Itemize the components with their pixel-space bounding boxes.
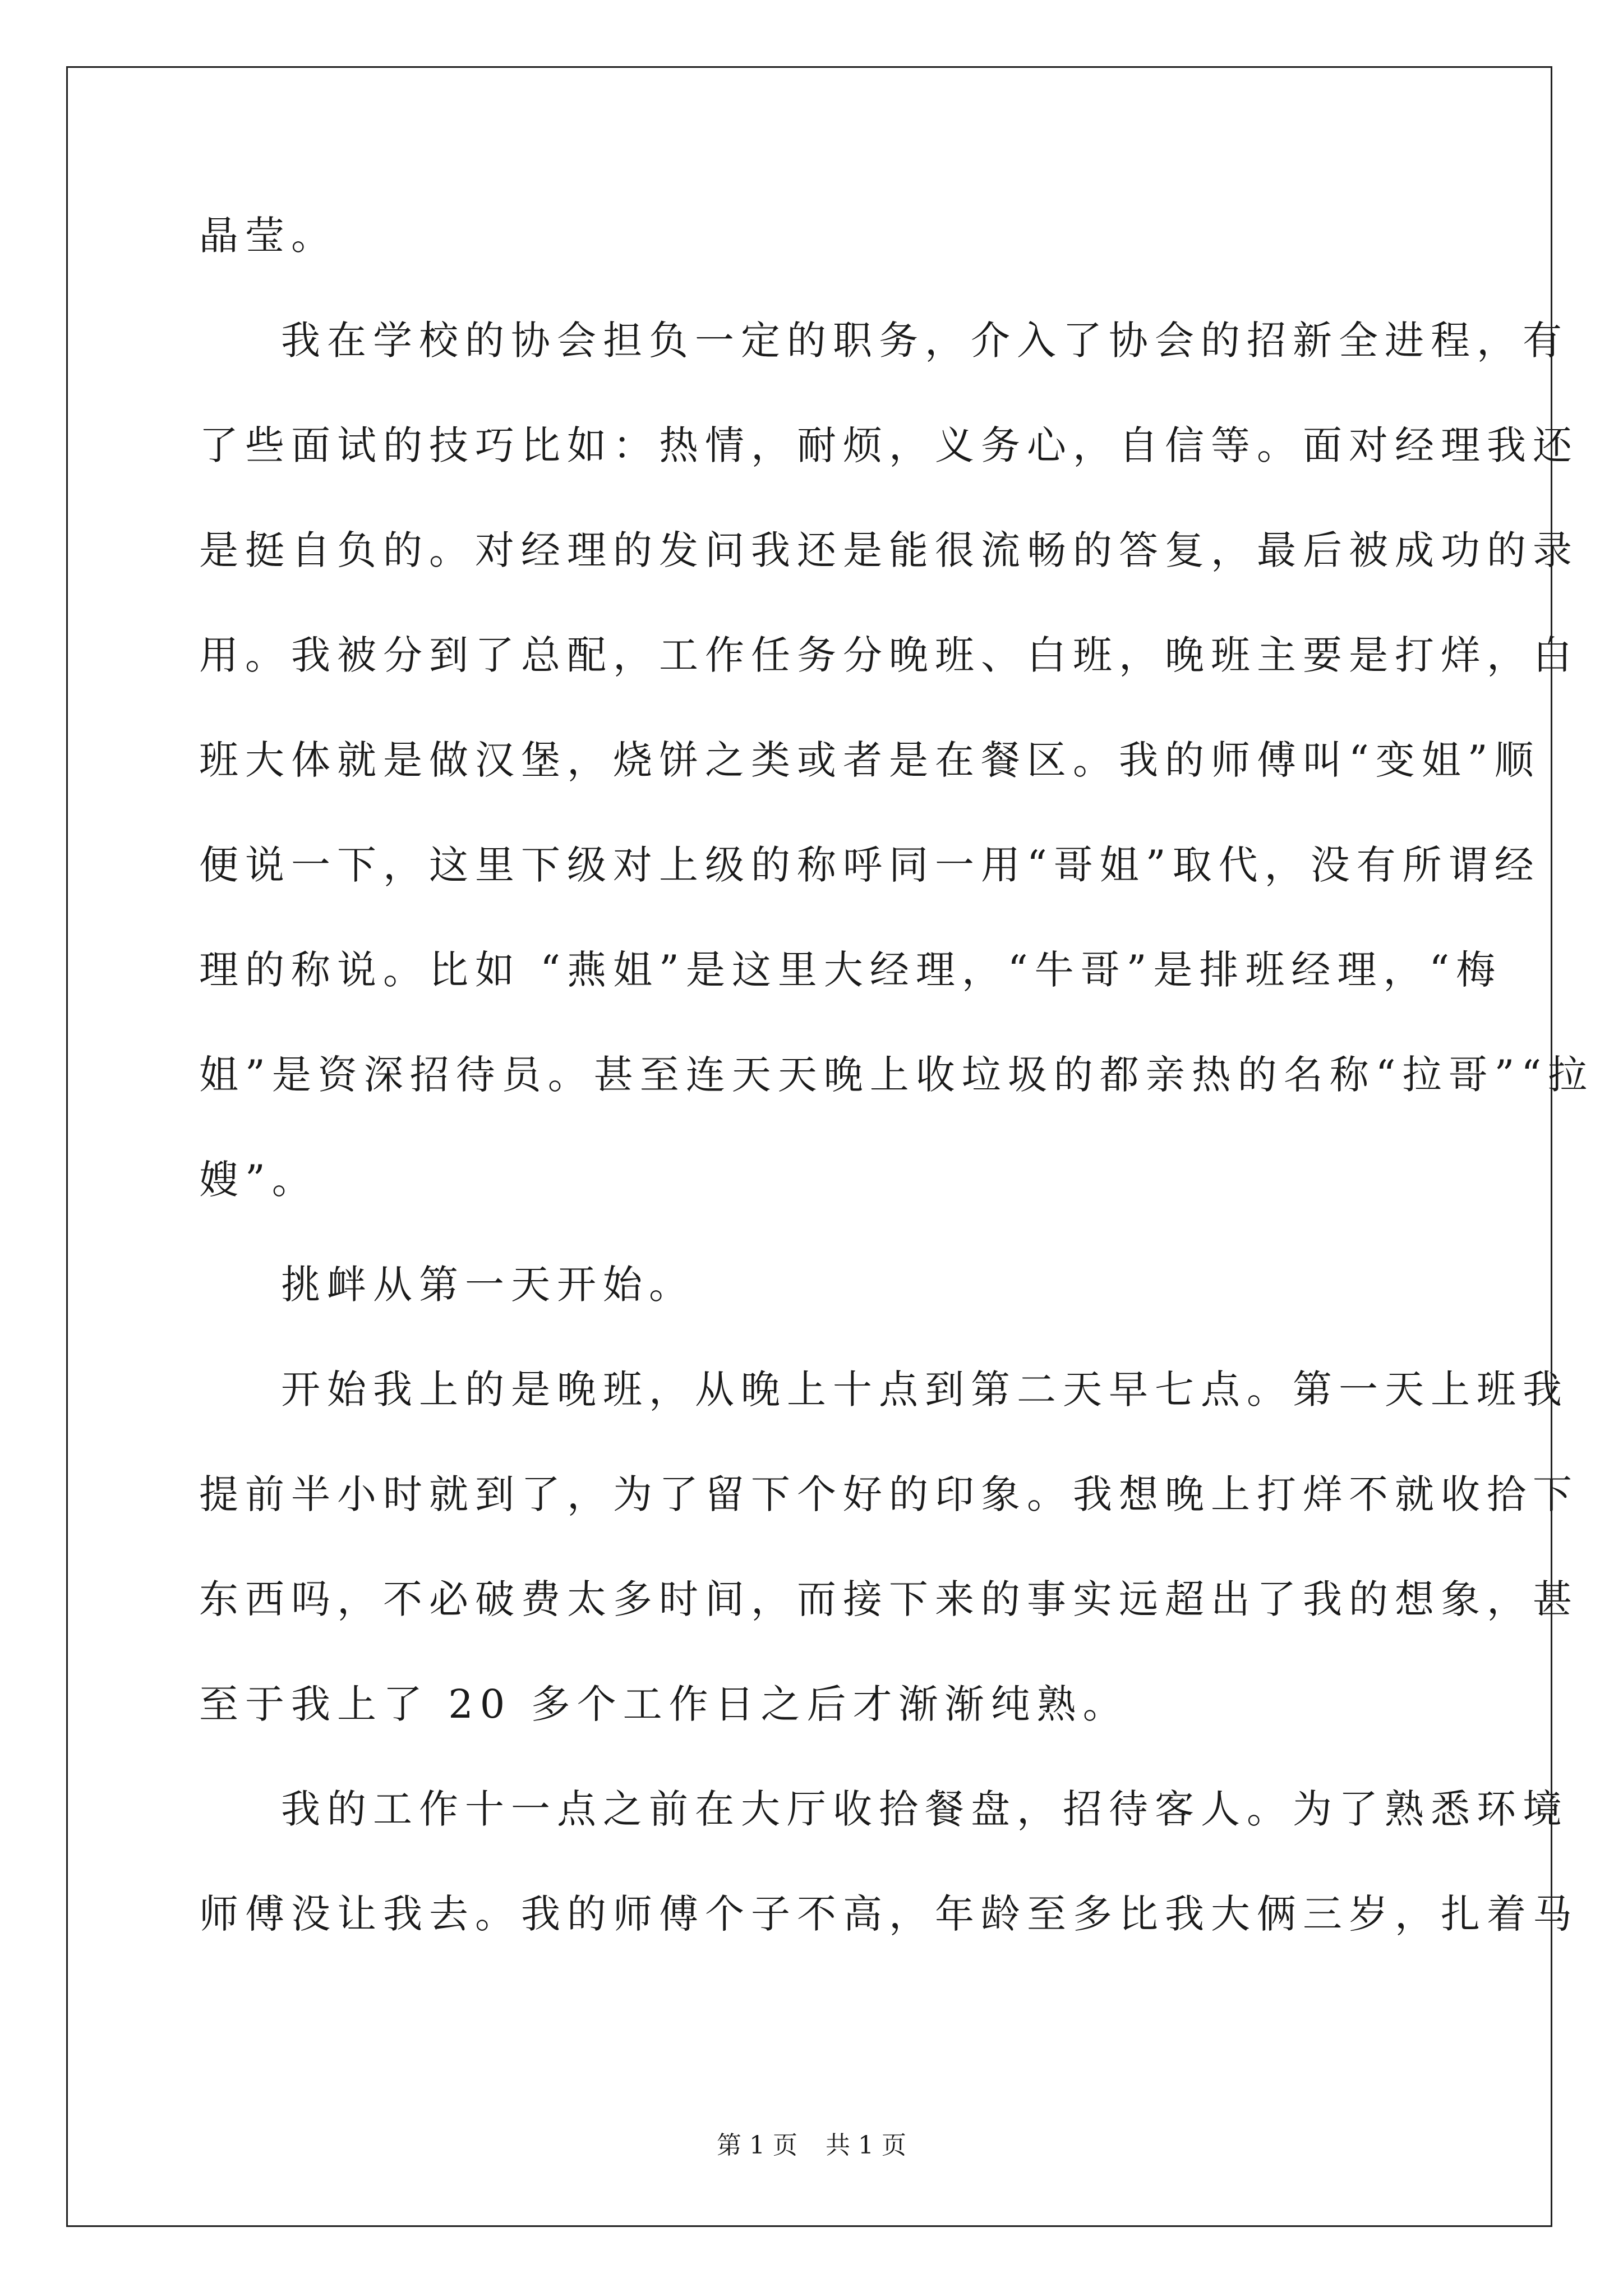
text-line: 嫂”。	[199, 1157, 318, 1203]
text-line: 我在学校的协会担负一定的职务，介入了协会的招新全进程，有	[281, 318, 1569, 364]
text-line: 东西吗，不必破费太多时间，而接下来的事实远超出了我的想象，甚	[199, 1576, 1579, 1622]
text-line: 理的称说。比如 “燕姐”是这里大经理，“牛哥”是排班经理，“梅	[199, 947, 1502, 993]
text-line: 用。我被分到了总配，工作任务分晚班、白班，晚班主要是打烊，白	[199, 632, 1579, 678]
text-line: 师傅没让我去。我的师傅个子不高，年龄至多比我大俩三岁，扎着马	[199, 1891, 1579, 1937]
text-line: 了些面试的技巧比如：热情，耐烦，义务心，自信等。面对经理我还	[199, 422, 1579, 468]
page-total: 共 1 页	[826, 2131, 906, 2160]
text-line: 班大体就是做汉堡，烧饼之类或者是在餐区。我的师傅叫“变姐”顺	[199, 737, 1541, 783]
text-line: 我的工作十一点之前在大厅收拾餐盘，招待客人。为了熟悉环境	[281, 1786, 1569, 1832]
document-body	[199, 202, 1594, 1985]
page-footer	[0, 2129, 1623, 2162]
text-line: 提前半小时就到了，为了留下个好的印象。我想晚上打烊不就收拾下	[199, 1471, 1579, 1517]
text-line: 便说一下，这里下级对上级的称呼同一用“哥姐”取代，没有所谓经	[199, 842, 1541, 888]
text-line: 晶莹。	[199, 213, 337, 259]
text-line: 至于我上了 20 多个工作日之后才渐渐纯熟。	[199, 1681, 1129, 1727]
text-line: 开始我上的是晚班，从晚上十点到第二天早七点。第一天上班我	[281, 1366, 1569, 1412]
text-line: 姐”是资深招待员。甚至连天天晚上收垃圾的都亲热的名称“拉哥”“拉	[199, 1052, 1594, 1098]
text-line: 挑衅从第一天开始。	[281, 1262, 695, 1308]
text-line: 是挺自负的。对经理的发问我还是能很流畅的答复，最后被成功的录	[199, 527, 1579, 573]
page-number: 第 1 页	[717, 2131, 797, 2160]
